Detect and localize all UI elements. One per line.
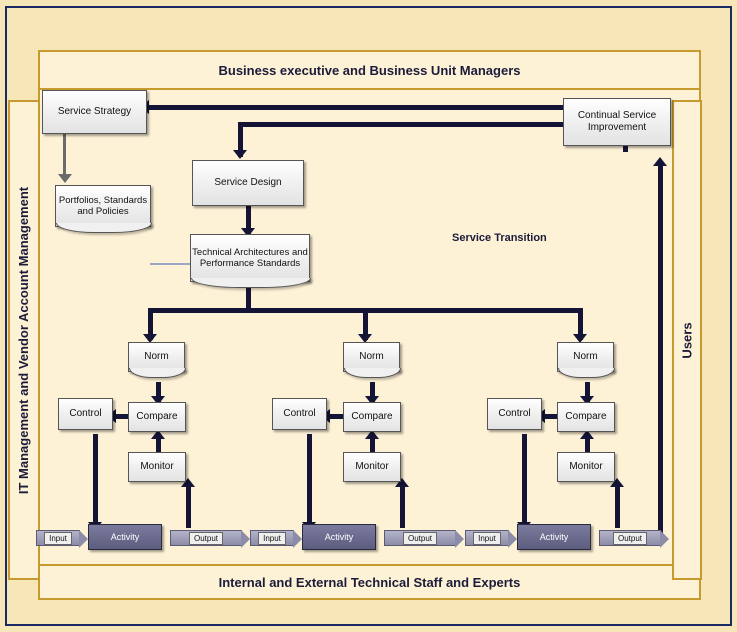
banner-top-label: Business executive and Business Unit Managers: [218, 62, 521, 78]
box-compare-3-label: Compare: [565, 411, 607, 422]
box-portfolios[interactable]: [55, 185, 151, 227]
box-technical-architectures-label: Technical Architectures and Performance Standards: [192, 246, 308, 269]
box-control-3[interactable]: [487, 398, 542, 430]
arrowhead-portfolios: [58, 174, 72, 183]
io-output-3: [599, 530, 661, 546]
box-control-1[interactable]: [58, 398, 113, 430]
io-output-3-label: Output: [613, 532, 647, 545]
io-input-3-label: Input: [473, 532, 501, 545]
chevron-right-icon: [508, 530, 517, 548]
box-technical-architectures[interactable]: [190, 234, 310, 282]
io-output-2: [384, 530, 456, 546]
connector-c2-control-activity: [307, 434, 312, 528]
connector-csi-to-strategy: [148, 105, 568, 110]
box-portfolios-label: Portfolios, Standards and Policies: [58, 194, 148, 217]
box-norm-1[interactable]: [128, 342, 185, 372]
box-service-strategy[interactable]: [42, 90, 147, 134]
io-output-1: [170, 530, 242, 546]
box-activity-1[interactable]: [88, 524, 162, 550]
box-compare-1-label: Compare: [136, 411, 178, 422]
box-monitor-1-label: Monitor: [140, 461, 174, 472]
box-control-2[interactable]: [272, 398, 327, 430]
box-service-design-label: Service Design: [214, 177, 282, 188]
box-activity-3[interactable]: [517, 524, 591, 550]
io-input-2-label: Input: [258, 532, 286, 545]
connector-c1-control-activity: [93, 434, 98, 528]
box-norm-2-label: Norm: [359, 351, 384, 362]
box-control-2-label: Control: [283, 408, 316, 419]
chevron-right-icon: [660, 530, 669, 548]
connector-tech-down: [246, 288, 251, 310]
connector-c2-activity-monitor: [400, 486, 405, 528]
box-monitor-3-label: Monitor: [569, 461, 603, 472]
box-csi-label: Continual Service Improvement: [577, 110, 657, 133]
box-control-1-label: Control: [69, 408, 102, 419]
box-service-strategy-label: Service Strategy: [57, 106, 132, 117]
box-monitor-2-label: Monitor: [355, 461, 389, 472]
connector-strategy-to-portfolios: [63, 132, 66, 180]
connector-c3-control-activity: [522, 434, 527, 528]
box-norm-1-label: Norm: [144, 351, 169, 362]
banner-bottom-label: Internal and External Technical Staff and Experts: [218, 574, 521, 590]
banner-right-label: Users: [679, 321, 695, 359]
io-input-1-label: Input: [44, 532, 72, 545]
io-input-1: [36, 530, 80, 546]
box-norm-3-label: Norm: [573, 351, 598, 362]
box-norm-3[interactable]: [557, 342, 614, 372]
box-service-design[interactable]: [192, 160, 304, 206]
box-compare-1[interactable]: [128, 402, 186, 432]
banner-it-management: [8, 100, 40, 580]
box-activity-2[interactable]: [302, 524, 376, 550]
connector-c3-activity-monitor: [615, 486, 620, 528]
banner-technical-staff: [38, 564, 701, 600]
arrowhead-users-riser: [653, 157, 667, 166]
chevron-right-icon: [455, 530, 464, 548]
box-monitor-3[interactable]: [557, 452, 615, 482]
box-compare-2-label: Compare: [351, 411, 393, 422]
banner-business-executive: [38, 50, 701, 90]
chevron-right-icon: [293, 530, 302, 548]
io-input-2: [250, 530, 294, 546]
chevron-right-icon: [241, 530, 250, 548]
label-service-transition: Service Transition: [452, 232, 547, 244]
banner-users: [672, 100, 702, 580]
box-monitor-2[interactable]: [343, 452, 401, 482]
box-continual-service-improvement[interactable]: [563, 98, 671, 146]
io-input-3: [465, 530, 509, 546]
io-output-2-label: Output: [403, 532, 437, 545]
chevron-right-icon: [79, 530, 88, 548]
arrowhead-feedback-down: [233, 150, 247, 159]
io-output-1-label: Output: [189, 532, 223, 545]
box-activity-1-label: Activity: [110, 532, 140, 542]
box-activity-3-label: Activity: [539, 532, 569, 542]
box-compare-2[interactable]: [343, 402, 401, 432]
connector-c1-activity-monitor: [186, 486, 191, 528]
box-compare-3[interactable]: [557, 402, 615, 432]
box-activity-2-label: Activity: [324, 532, 354, 542]
connector-users-riser: [658, 165, 663, 540]
banner-left-label: IT Management and Vendor Account Management: [16, 186, 32, 494]
box-control-3-label: Control: [498, 408, 531, 419]
box-monitor-1[interactable]: [128, 452, 186, 482]
box-norm-2[interactable]: [343, 342, 400, 372]
